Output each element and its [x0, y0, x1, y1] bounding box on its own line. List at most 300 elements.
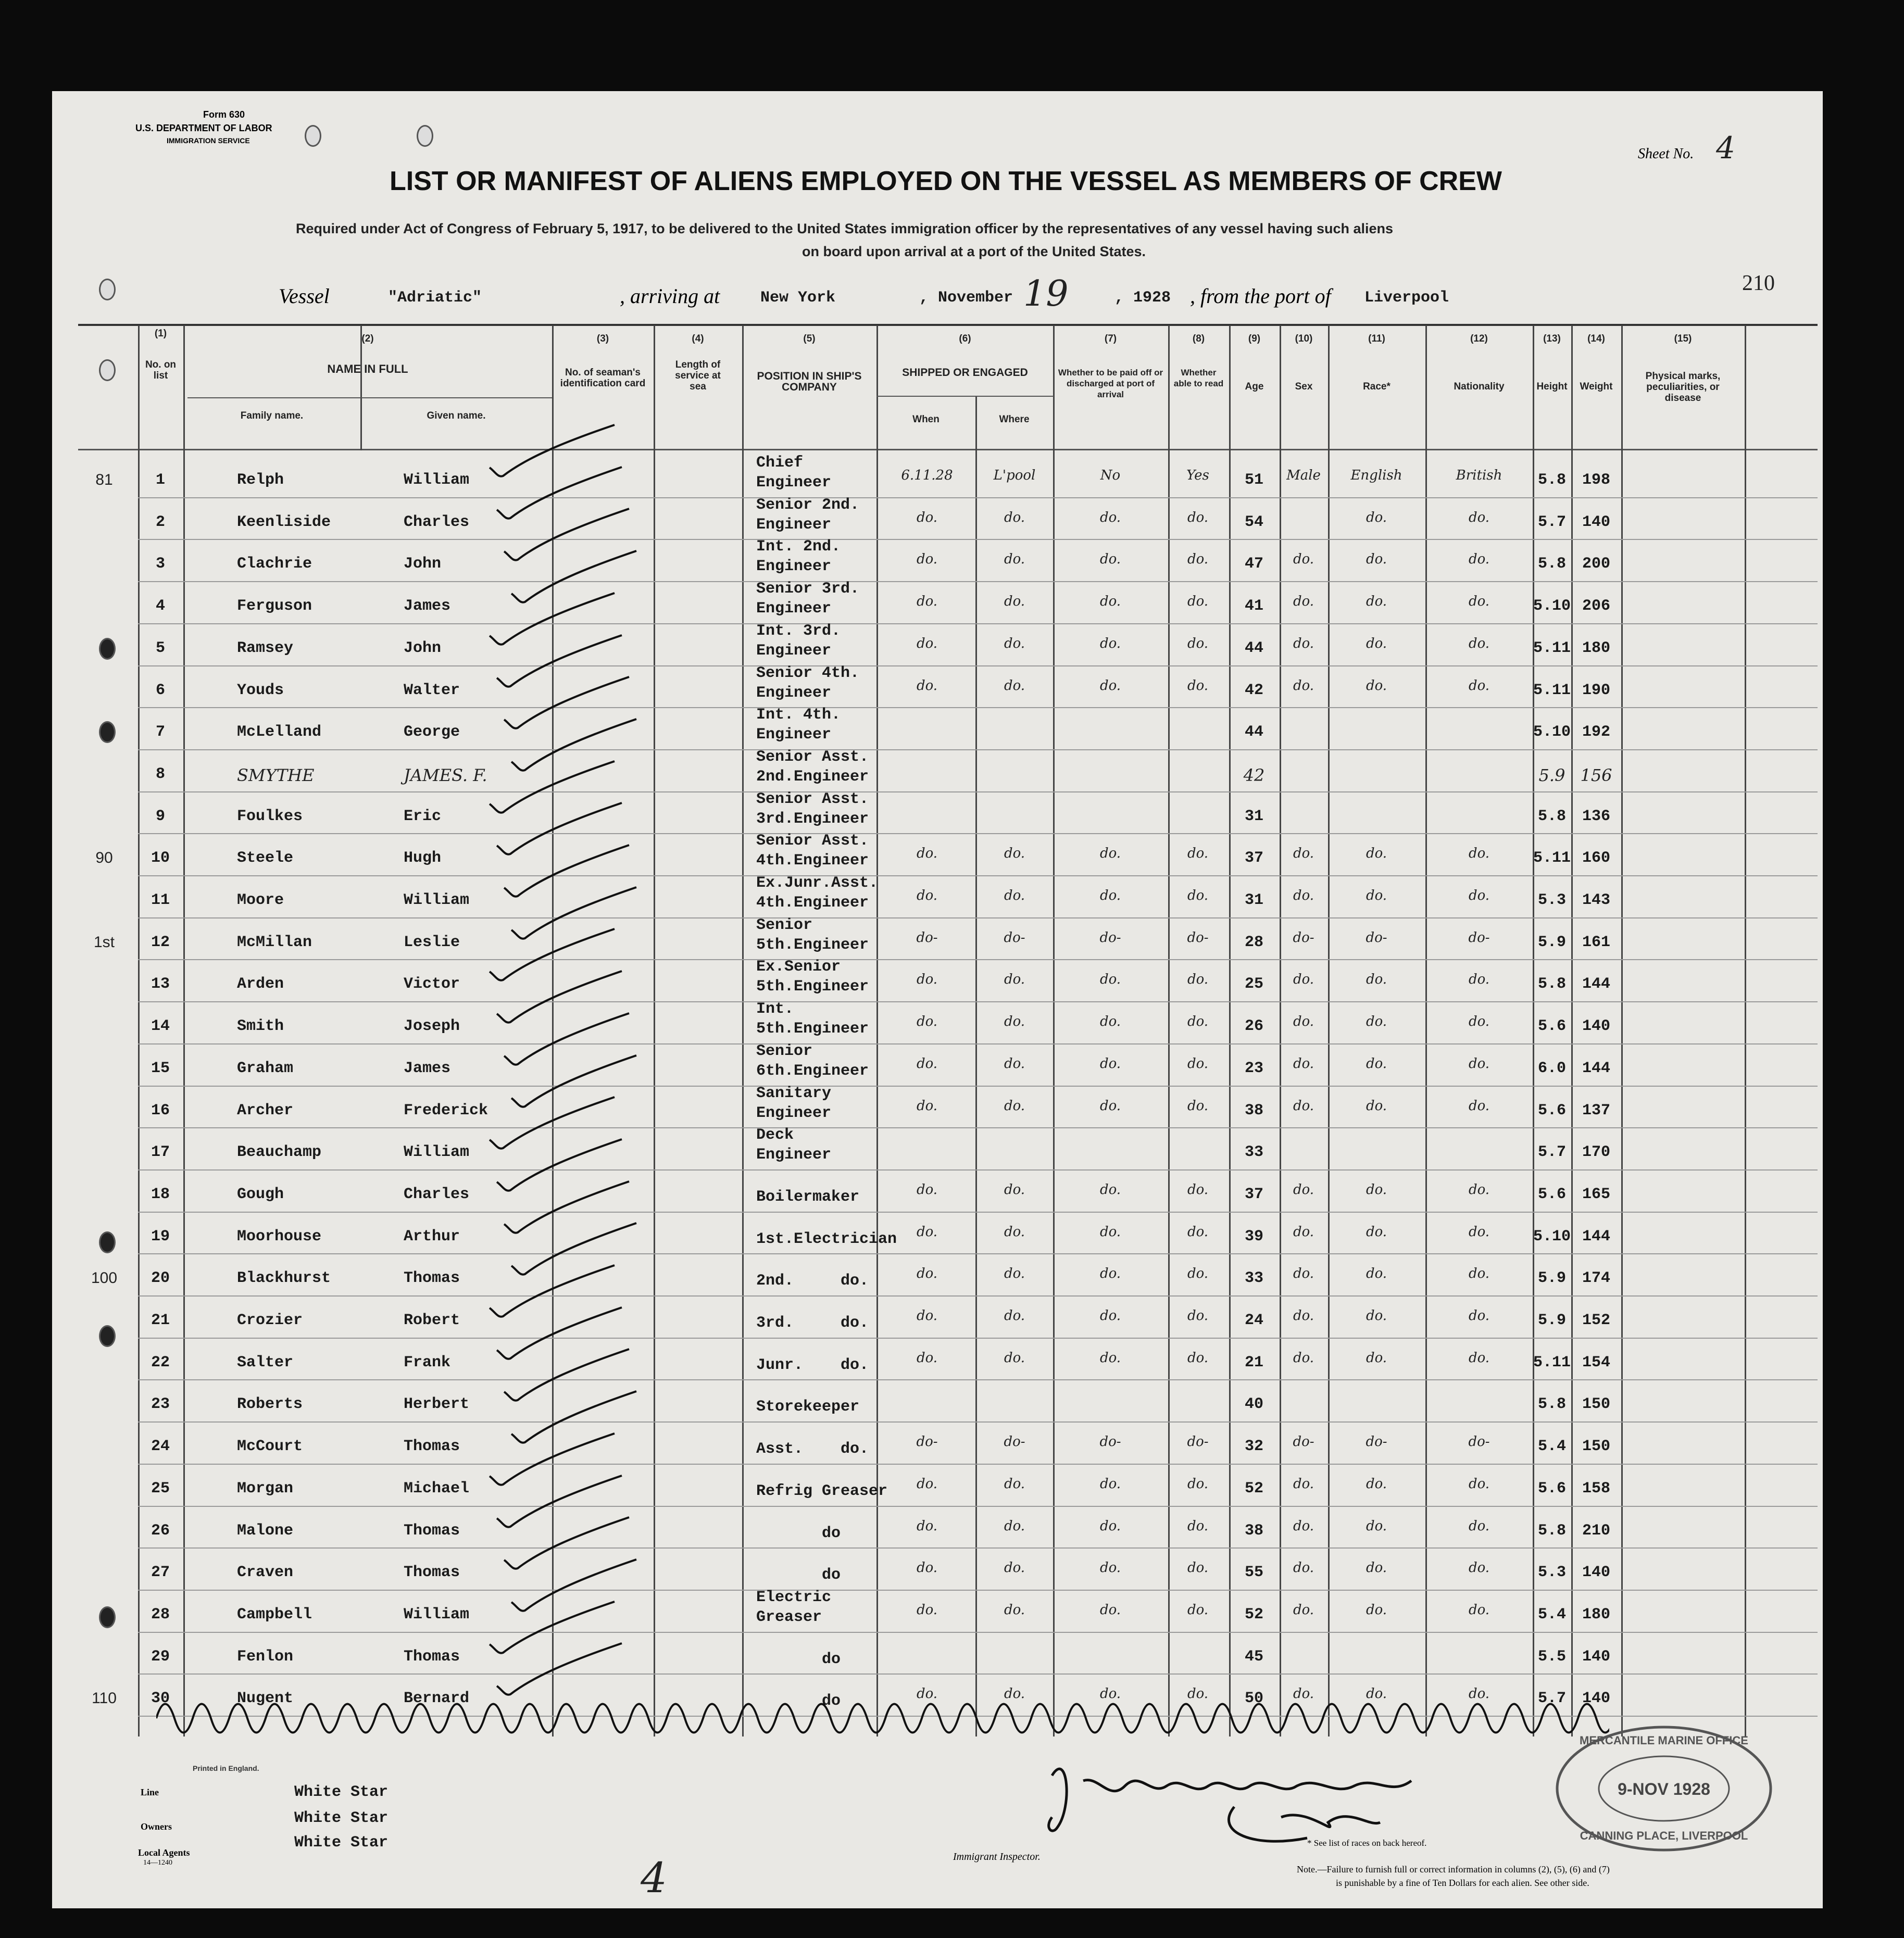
- cell-read: do.: [1187, 1686, 1209, 1702]
- cell-sex: do.: [1293, 1686, 1314, 1702]
- cell-paid: do.: [1099, 1476, 1121, 1492]
- cell-family: Blackhurst: [237, 1269, 331, 1288]
- cell-where: do.: [1004, 1181, 1025, 1198]
- cell-position-line: Refrig Greaser: [756, 1482, 888, 1500]
- cell-paid: do.: [1099, 1602, 1121, 1618]
- cell-family: Ferguson: [237, 597, 312, 615]
- cell-where: do.: [1004, 888, 1025, 903]
- cell-given: Arthur: [404, 1227, 460, 1245]
- cell-no: 1: [155, 471, 165, 489]
- cell-given: Thomas: [404, 1647, 460, 1666]
- cell-read: do.: [1187, 1350, 1209, 1366]
- cell-height: 5.8: [1537, 1521, 1566, 1540]
- cell-position-line: Asst. do.: [756, 1440, 869, 1458]
- col-num: (1): [154, 328, 167, 339]
- cell-race: English: [1350, 468, 1402, 483]
- cell-given: William: [404, 1605, 470, 1624]
- cell-where: do.: [1004, 1350, 1025, 1366]
- cell-height: 6.0: [1537, 1059, 1566, 1077]
- closing-wave-line: [156, 1687, 1609, 1750]
- col-num: (5): [803, 333, 816, 344]
- cell-no: 8: [155, 765, 165, 783]
- cell-read: do.: [1187, 1602, 1209, 1618]
- cell-given: James: [404, 597, 451, 615]
- col-num: (3): [596, 333, 609, 344]
- cell-no: 19: [151, 1227, 170, 1245]
- cell-nat: do.: [1468, 1181, 1490, 1198]
- cell-family: McCourt: [237, 1438, 303, 1456]
- cell-height: 5.4: [1537, 1605, 1566, 1624]
- cell-read: do.: [1187, 1014, 1209, 1030]
- row-rule: [138, 665, 1818, 666]
- cell-read: do-: [1187, 929, 1209, 946]
- cell-position-line: Engineer: [756, 515, 832, 534]
- cell-paid: do.: [1099, 846, 1121, 862]
- cell-race: do.: [1366, 1308, 1387, 1324]
- col-header-read: Whether able to read: [1173, 368, 1224, 388]
- cell-family: Smith: [237, 1017, 284, 1036]
- cell-read: do.: [1187, 1055, 1209, 1072]
- mercantile-marine-stamp: [1549, 1721, 1778, 1856]
- cell-age: 52: [1244, 1479, 1263, 1497]
- cell-weight: 170: [1582, 1143, 1610, 1162]
- row-rule: [138, 1547, 1818, 1549]
- cell-family: Malone: [237, 1521, 294, 1540]
- cell-nat: do.: [1468, 677, 1490, 694]
- cell-when: do.: [916, 551, 938, 568]
- punch-hole: [99, 721, 116, 743]
- row-rule: [138, 1464, 1818, 1465]
- cell-paid: do.: [1099, 1224, 1121, 1240]
- agents-label: Local Agents: [138, 1847, 190, 1858]
- cell-given: JAMES. F.: [404, 765, 487, 785]
- penalty-note-1: Note.—Failure to furnish full or correct information in columns (2), (5), (6) and (7): [1297, 1864, 1610, 1874]
- cell-position-line: Senior: [756, 916, 813, 934]
- col-header-weight: Weight: [1580, 381, 1613, 392]
- cell-race: do.: [1366, 594, 1387, 610]
- cell-age: 28: [1244, 933, 1263, 951]
- cell-no: 14: [151, 1017, 170, 1036]
- cell-age: 40: [1244, 1395, 1263, 1414]
- cell-position-line: 5th.Engineer: [756, 936, 869, 954]
- line-value: White Star: [294, 1783, 389, 1801]
- cell-given: Joseph: [404, 1017, 460, 1036]
- cell-margin: 110: [92, 1690, 117, 1707]
- cell-height: 5.6: [1537, 1479, 1566, 1497]
- cell-no: 10: [151, 849, 170, 867]
- cell-position-line: Junr. do.: [756, 1356, 869, 1374]
- cell-no: 13: [151, 975, 170, 993]
- svg-text:9-NOV 1928: 9-NOV 1928: [1618, 1780, 1710, 1798]
- punch-hole: [305, 125, 321, 147]
- row-rule: [138, 1169, 1818, 1171]
- cell-read: do-: [1187, 1434, 1209, 1450]
- cell-age: 23: [1244, 1059, 1263, 1077]
- cell-age: 44: [1244, 723, 1263, 741]
- cell-family: McLelland: [237, 723, 322, 741]
- cell-position-line: Engineer: [756, 1104, 832, 1122]
- col-rule: [360, 325, 362, 450]
- arrival-port: New York: [760, 289, 836, 307]
- cell-paid: do.: [1099, 1181, 1121, 1198]
- row-rule: [138, 1590, 1818, 1591]
- row-rule: [138, 1001, 1818, 1002]
- cell-where: do-: [1004, 1434, 1025, 1450]
- cell-when: do.: [916, 1098, 938, 1114]
- cell-height: 5.9: [1537, 933, 1566, 951]
- cell-family: Youds: [237, 681, 284, 699]
- cell-read: do.: [1187, 509, 1209, 525]
- cell-family: Ramsey: [237, 639, 294, 657]
- cell-height: 5.9: [1537, 1312, 1566, 1329]
- col-header-marks: Physical marks, peculiarities, or disease: [1645, 371, 1721, 404]
- cell-given: Thomas: [404, 1438, 460, 1456]
- cell-race: do.: [1366, 1224, 1387, 1240]
- cell-position-line: Senior 2nd.: [756, 496, 860, 514]
- col-header-position: POSITION IN SHIP'S COMPANY: [757, 370, 862, 393]
- cell-nat: do.: [1468, 594, 1490, 610]
- owners-label: Owners: [141, 1821, 172, 1832]
- row-rule: [138, 1086, 1818, 1087]
- cell-position-line: 2nd. do.: [756, 1272, 869, 1290]
- cell-height: 5.8: [1537, 807, 1566, 825]
- cell-where: do.: [1004, 677, 1025, 694]
- cell-no: 27: [151, 1564, 170, 1582]
- cell-age: 47: [1244, 555, 1263, 573]
- cell-sex: do.: [1293, 1098, 1314, 1114]
- cell-weight: 144: [1582, 1059, 1610, 1077]
- cell-height: 5.5: [1537, 1647, 1566, 1666]
- cell-read: do.: [1187, 1308, 1209, 1324]
- col-header-when: When: [912, 414, 940, 425]
- cell-nat: do.: [1468, 1098, 1490, 1114]
- col-header-shipped: SHIPPED OR ENGAGED: [902, 367, 1028, 379]
- from-label: , from the port of: [1190, 284, 1331, 308]
- vessel-label: Vessel: [279, 284, 330, 308]
- cell-height: 5.8: [1537, 1395, 1566, 1414]
- cell-position-line: Engineer: [756, 641, 832, 660]
- cell-position-line: 6th.Engineer: [756, 1062, 869, 1080]
- inspector-signature: [1036, 1744, 1505, 1848]
- cell-no: 24: [151, 1438, 170, 1456]
- col-header-card: No. of seaman's identification card: [560, 367, 646, 389]
- cell-height: 5.10: [1533, 723, 1571, 741]
- col-header-sex: Sex: [1295, 381, 1313, 392]
- cell-sex: do.: [1293, 1224, 1314, 1240]
- cell-read: do.: [1187, 551, 1209, 568]
- cell-no: 11: [151, 891, 170, 909]
- cell-age: 55: [1244, 1564, 1263, 1582]
- cell-when: do.: [916, 635, 938, 651]
- cell-age: 42: [1244, 681, 1263, 699]
- cell-given: William: [404, 1143, 470, 1162]
- col-header-age: Age: [1245, 381, 1264, 392]
- row-rule: [138, 749, 1818, 750]
- cell-race: do.: [1366, 509, 1387, 525]
- cell-age: 26: [1244, 1017, 1263, 1036]
- cell-sex: do.: [1293, 1308, 1314, 1324]
- cell-given: George: [404, 723, 460, 741]
- cell-nat: do.: [1468, 1476, 1490, 1492]
- cell-given: Thomas: [404, 1564, 460, 1582]
- cell-family: Steele: [237, 849, 294, 867]
- col-header-name: NAME IN FULL: [327, 362, 408, 375]
- cell-height: 5.11: [1533, 639, 1571, 657]
- cell-no: 7: [155, 723, 165, 741]
- cell-sex: do.: [1293, 1055, 1314, 1072]
- cell-given: Bernard: [404, 1690, 470, 1708]
- cell-given: Thomas: [404, 1521, 460, 1540]
- inspector-label: Immigrant Inspector.: [953, 1851, 1041, 1863]
- cell-where: do.: [1004, 1014, 1025, 1030]
- col-rule: [1053, 325, 1055, 1736]
- cell-paid: do.: [1099, 888, 1121, 903]
- cell-family: Graham: [237, 1059, 294, 1077]
- col-header-service: Length of service at sea: [675, 359, 721, 392]
- cell-position-line: Engineer: [756, 600, 832, 618]
- cell-race: do.: [1366, 1560, 1387, 1576]
- cell-height: 5.10: [1533, 1227, 1571, 1245]
- cell-no: 25: [151, 1479, 170, 1497]
- cell-no: 2: [155, 513, 165, 531]
- cell-given: William: [404, 471, 470, 489]
- cell-where: do.: [1004, 1686, 1025, 1702]
- cell-read: do.: [1187, 1224, 1209, 1240]
- cell-age: 37: [1244, 849, 1263, 867]
- cell-read: do.: [1187, 888, 1209, 903]
- cell-when: do.: [916, 846, 938, 862]
- row-rule: [138, 1127, 1818, 1128]
- cell-age: 24: [1244, 1312, 1263, 1329]
- col-header-given: Given name.: [427, 410, 486, 421]
- cell-read: do.: [1187, 1476, 1209, 1492]
- row-rule: [138, 1632, 1818, 1633]
- cell-when: do.: [916, 972, 938, 988]
- row-rule: [138, 791, 1818, 792]
- cell-read: do.: [1187, 972, 1209, 988]
- cell-read: do.: [1187, 1181, 1209, 1198]
- cell-given: Robert: [404, 1312, 460, 1329]
- penalty-note-2: is punishable by a fine of Ten Dollars for each alien. See other side.: [1336, 1878, 1589, 1888]
- cell-height: 5.8: [1537, 555, 1566, 573]
- cell-where: do.: [1004, 1602, 1025, 1618]
- cell-paid: do.: [1099, 635, 1121, 651]
- cell-where: do.: [1004, 1476, 1025, 1492]
- cell-family: Foulkes: [237, 807, 303, 825]
- cell-race: do.: [1366, 635, 1387, 651]
- cell-race: do.: [1366, 1055, 1387, 1072]
- cell-where: do.: [1004, 846, 1025, 862]
- cell-age: 38: [1244, 1101, 1263, 1119]
- cell-nat: do.: [1468, 1560, 1490, 1576]
- cell-no: 29: [151, 1647, 170, 1666]
- cell-when: 6.11.28: [901, 468, 953, 483]
- cell-where: do.: [1004, 1560, 1025, 1576]
- cell-weight: 140: [1582, 1690, 1610, 1708]
- col-header-race: Race*: [1363, 381, 1391, 392]
- cell-when: do.: [916, 1686, 938, 1702]
- cell-weight: 140: [1582, 513, 1610, 531]
- cell-read: do.: [1187, 1560, 1209, 1576]
- cell-family: Archer: [237, 1101, 294, 1119]
- cell-sex: do.: [1293, 972, 1314, 988]
- cell-when: do.: [916, 1224, 938, 1240]
- cell-weight: 158: [1582, 1479, 1610, 1497]
- shipped-subrule: [876, 396, 1054, 397]
- cell-paid: do.: [1099, 1014, 1121, 1030]
- cell-weight: 160: [1582, 849, 1610, 867]
- col-num: (9): [1248, 333, 1261, 344]
- subtitle-line1: Required under Act of Congress of February 5, 1917, to be delivered to the United States immigration officer by the representatives of any vessel having such aliens: [296, 221, 1394, 236]
- cell-nat: do.: [1468, 1350, 1490, 1366]
- page-mark: 4: [641, 1854, 667, 1902]
- cell-height: 5.10: [1533, 597, 1571, 615]
- service: IMMIGRATION SERVICE: [167, 136, 250, 145]
- cell-race: do.: [1366, 1098, 1387, 1114]
- arrival-month: , November: [919, 289, 1013, 307]
- cell-position-line: do: [756, 1650, 841, 1668]
- cell-when: do.: [916, 1308, 938, 1324]
- cell-no: 4: [155, 597, 165, 615]
- cell-position-line: Boilermaker: [756, 1188, 860, 1206]
- cell-paid: do.: [1099, 677, 1121, 694]
- cell-race: do.: [1366, 1518, 1387, 1534]
- cell-height: 5.6: [1537, 1101, 1566, 1119]
- cell-weight: 165: [1582, 1185, 1610, 1203]
- cell-sex: do.: [1293, 635, 1314, 651]
- cell-height: 5.11: [1533, 681, 1571, 699]
- cell-position-line: Greaser: [756, 1608, 822, 1626]
- cell-read: do.: [1187, 635, 1209, 651]
- cell-family: SMYTHE: [237, 765, 315, 785]
- cell-given: Frank: [404, 1353, 451, 1371]
- cell-nat: do.: [1468, 1518, 1490, 1534]
- cell-where: do.: [1004, 1055, 1025, 1072]
- cell-age: 21: [1244, 1353, 1263, 1371]
- cell-no: 20: [151, 1269, 170, 1288]
- punch-hole: [99, 1325, 116, 1347]
- cell-weight: 200: [1582, 555, 1610, 573]
- row-rule: [138, 1295, 1818, 1297]
- punch-hole: [99, 359, 116, 381]
- cell-when: do.: [916, 1602, 938, 1618]
- cell-height: 5.6: [1537, 1185, 1566, 1203]
- cell-no: 16: [151, 1101, 170, 1119]
- cell-height: 5.3: [1537, 891, 1566, 909]
- cell-sex: do.: [1293, 551, 1314, 568]
- cell-position-line: Senior 3rd.: [756, 580, 860, 598]
- cell-age: 37: [1244, 1185, 1263, 1203]
- cell-position-line: Senior Asst.: [756, 748, 869, 766]
- cell-race: do-: [1366, 929, 1387, 946]
- cell-height: 5.8: [1537, 975, 1566, 993]
- cell-sex: do.: [1293, 1350, 1314, 1366]
- arrival-year: , 1928: [1114, 289, 1171, 307]
- cell-position-line: 5th.Engineer: [756, 978, 869, 996]
- cell-position-line: Senior Asst.: [756, 832, 869, 850]
- row-rule: [138, 1421, 1818, 1423]
- cell-age: 50: [1244, 1690, 1263, 1708]
- svg-text:CANNING PLACE, LIVERPOOL: CANNING PLACE, LIVERPOOL: [1580, 1829, 1748, 1842]
- cell-position-line: Senior: [756, 1042, 813, 1060]
- arriving-label: , arriving at: [620, 284, 720, 308]
- cell-given: Victor: [404, 975, 460, 993]
- cell-margin: 100: [91, 1269, 118, 1287]
- row-rule: [138, 1506, 1818, 1507]
- cell-paid: do-: [1099, 1434, 1121, 1450]
- cell-given: Frederick: [404, 1101, 488, 1119]
- cell-read: do.: [1187, 677, 1209, 694]
- cell-read: Yes: [1186, 468, 1209, 483]
- cell-no: 15: [151, 1059, 170, 1077]
- col-num: (2): [361, 333, 374, 344]
- cell-age: 54: [1244, 513, 1263, 531]
- cell-where: L'pool: [993, 468, 1036, 483]
- punch-hole: [99, 279, 116, 300]
- cell-when: do.: [916, 1181, 938, 1198]
- reference-number: 210: [1742, 271, 1775, 295]
- col-num: (4): [692, 333, 704, 344]
- cell-position-line: 2nd.Engineer: [756, 767, 869, 786]
- row-rule: [138, 959, 1818, 960]
- cell-weight: 206: [1582, 597, 1610, 615]
- col-rule: [654, 325, 655, 1736]
- cell-age: 51: [1244, 471, 1263, 489]
- col-num: (7): [1104, 333, 1117, 344]
- cell-when: do.: [916, 1476, 938, 1492]
- col-num: (14): [1587, 333, 1605, 344]
- cell-where: do.: [1004, 551, 1025, 568]
- cell-height: 5.11: [1533, 1353, 1571, 1371]
- table-top-rule: [78, 324, 1818, 326]
- row-rule: [138, 497, 1818, 498]
- cell-no: 28: [151, 1605, 170, 1624]
- cell-paid: do.: [1099, 1098, 1121, 1114]
- cell-given: Eric: [404, 807, 442, 825]
- col-num: (15): [1674, 333, 1692, 344]
- cell-race: do.: [1366, 972, 1387, 988]
- cell-paid: do.: [1099, 1308, 1121, 1324]
- cell-height: 5.6: [1537, 1017, 1566, 1036]
- cell-family: Crozier: [237, 1312, 303, 1329]
- cell-family: Beauchamp: [237, 1143, 322, 1162]
- cell-weight: 136: [1582, 807, 1610, 825]
- svg-text:MERCANTILE MARINE OFFICE: MERCANTILE MARINE OFFICE: [1580, 1734, 1748, 1747]
- cell-weight: 144: [1582, 975, 1610, 993]
- cell-position-line: Ex.Senior: [756, 958, 841, 976]
- sheet-number: 4: [1716, 130, 1735, 166]
- document-title: LIST OR MANIFEST OF ALIENS EMPLOYED ON THE VESSEL AS MEMBERS OF CREW: [390, 166, 1502, 196]
- cell-weight: 180: [1582, 639, 1610, 657]
- cell-when: do.: [916, 1518, 938, 1534]
- cell-paid: do.: [1099, 1350, 1121, 1366]
- cell-where: do.: [1004, 1098, 1025, 1114]
- cell-sex: Male: [1286, 468, 1321, 483]
- cell-when: do.: [916, 677, 938, 694]
- row-rule: [138, 875, 1818, 876]
- vessel-name: "Adriatic": [388, 289, 482, 307]
- cell-family: Keenliside: [237, 513, 331, 531]
- cell-given: Walter: [404, 681, 460, 699]
- cell-where: do.: [1004, 1518, 1025, 1534]
- printed-note: Printed in England.: [193, 1764, 259, 1772]
- cell-age: 32: [1244, 1438, 1263, 1456]
- cell-position-line: 4th.Engineer: [756, 852, 869, 870]
- cell-paid: do.: [1099, 551, 1121, 568]
- cell-nat: do-: [1468, 929, 1490, 946]
- cell-read: do.: [1187, 1266, 1209, 1282]
- cell-age: 25: [1244, 975, 1263, 993]
